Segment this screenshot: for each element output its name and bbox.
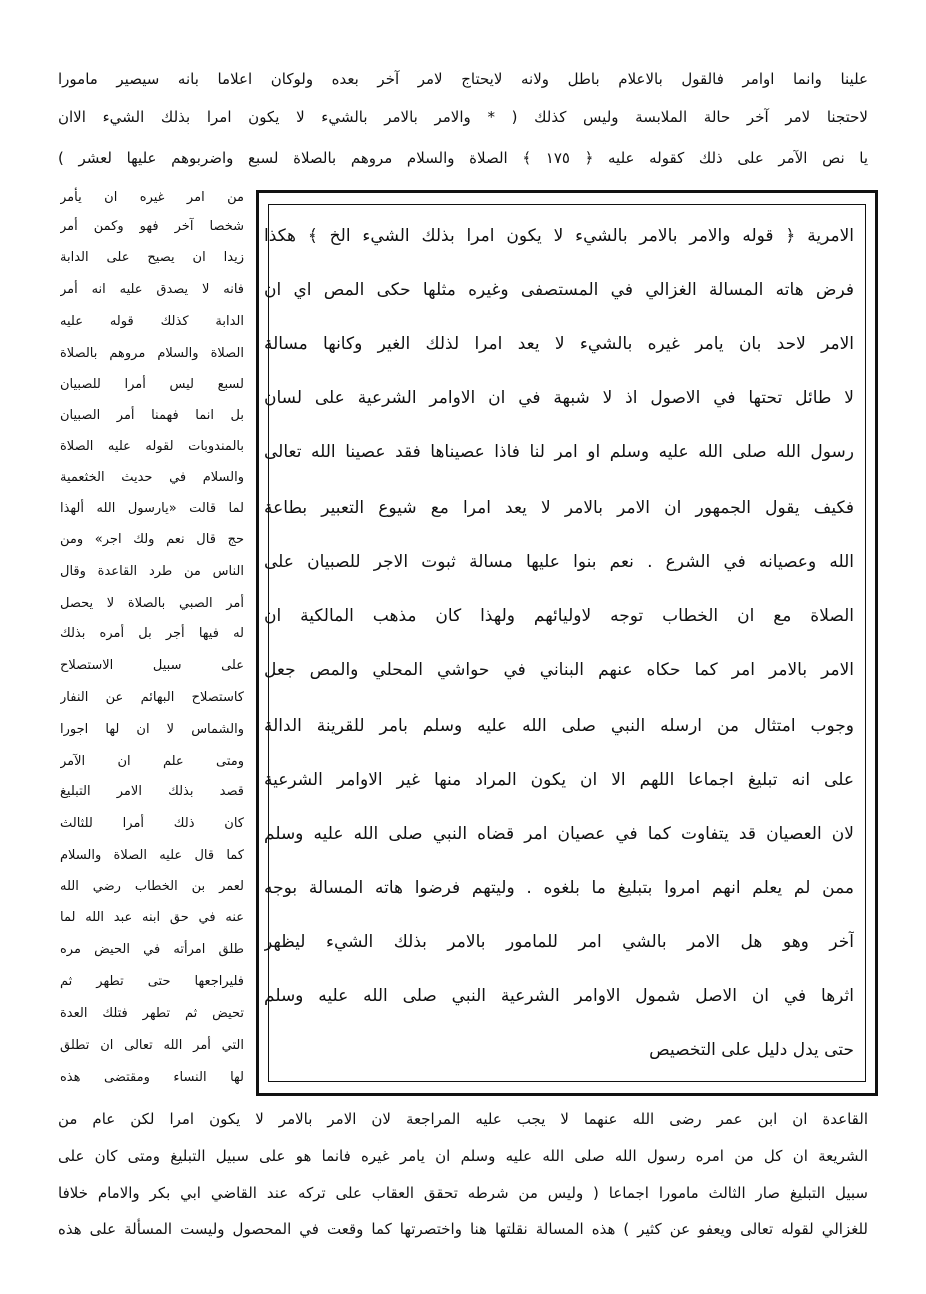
text-line: لعمر بن الخطاب رضي الله xyxy=(60,879,244,894)
text-line: للغزالي لقوله تعالى ويعفو عن كثير ) هذه المسالة نقلتها هنا واختصرتها كما وقعت في المحصول وليست المسألة على هذه xyxy=(58,1220,868,1238)
text-line: الناس من طرد القاعدة وقال xyxy=(60,564,244,579)
text-line: فرض هاته المسالة الغزالي في المستصفى وغيره مثلها حكى المص اي ان xyxy=(264,280,854,300)
text-line: فانه لا يصدق عليه انه أمر xyxy=(60,282,244,297)
text-line: على انه تبليغ اجماعا اللهم الا ان يكون المراد منها غير الاوامر الشرعية xyxy=(264,770,854,790)
text-line: الامرية ﴿ قوله والامر بالامر بالشيء لا يكون امرا بذلك الشيء الخ ﴾ هكذا xyxy=(264,226,854,246)
text-line: الشريعة ان كل من امره رسول الله صلى الله عليه وسلم ان يامر غيره فانما هو على سبيل التبليغ ومتى كان على xyxy=(58,1147,868,1165)
text-line: الدابة كذلك قوله عليه xyxy=(60,314,244,329)
text-line: سبيل التبليغ صار الثالث مامورا اجماعا ( وليس من شرطه تحقق العقاب على تركه عند القاضي ابي بكر والامام خلافا xyxy=(58,1184,868,1202)
text-line: كان ذلك أمرا للثالث xyxy=(60,816,244,831)
text-line: له فيها أجر بل أمره بذلك xyxy=(60,626,244,641)
text-line: عنه في حق ابنه عبد الله لما xyxy=(60,910,244,925)
text-line: علينا وانما اوامر فالقول بالاعلام باطل ولانه لايحتاج لامر آخر بعده ولوكان اعلاما بانه سيصير مامورا xyxy=(58,70,868,88)
text-line: يا نص الآمر على ذلك كقوله عليه ﴿ ١٧٥ ﴾ الصلاة والسلام مروهم بالصلاة لسبع واضربوهم عليها لعشر ) xyxy=(58,149,868,167)
text-line: القاعدة ان ابن عمر رضى الله عنهما لا يجب عليه المراجعة لان الامر بالامر لا يكون امرا لكن عام من xyxy=(58,1110,868,1128)
text-line: ومتى علم ان الآمر xyxy=(60,754,244,769)
text-line: الصلاة مع ان الخطاب توجه لاوليائهم ولهذا كان مذهب المالكية ان xyxy=(264,606,854,626)
text-line: زيدا ان يصيح على الدابة xyxy=(60,250,244,265)
text-line: شخصا آخر فهو وكمن أمر xyxy=(60,219,244,234)
text-line: حج قال نعم ولك اجر» ومن xyxy=(60,532,244,547)
text-line: لسبع ليس أمرا للصبيان xyxy=(60,377,244,392)
text-line: والسلام في حديث الخثعمية xyxy=(60,470,244,485)
text-line: على سبيل الاستصلاح xyxy=(60,658,244,673)
text-line: رسول الله صلى الله عليه وسلم او امر لنا فاذا عصيناها فقد عصينا الله تعالى xyxy=(264,442,854,462)
text-line: تحيض ثم تطهر فتلك العدة xyxy=(60,1006,244,1021)
text-line: آخر وهو هل الامر بالشي امر للمامور بالامر بذلك الشيء ليظهر xyxy=(264,932,854,952)
text-line: فليراجعها حتى تطهر ثم xyxy=(60,974,244,989)
text-line: بل انما فهمنا أمر الصبيان xyxy=(60,408,244,423)
text-line: الله وعصيانه في الشرع . نعم بنوا عليها مسالة ثبوت الاجر للصبيان على xyxy=(264,552,854,572)
text-line: لا طائل تحتها في الاصول اذ لا شبهة في ان الاوامر الشرعية على لسان xyxy=(264,388,854,408)
text-line: اثرها في ان الاصل شمول الاوامر الشرعية النبي صلى الله عليه وسلم xyxy=(264,986,854,1006)
text-line: وجوب امتثال من ارسله النبي صلى الله عليه وسلم بامر للقرينة الدالة xyxy=(264,716,854,736)
text-line: من امر غيره ان يأمر xyxy=(60,190,244,205)
text-line: حتى يدل دليل على التخصيص xyxy=(649,1040,854,1060)
text-line: كما قال عليه الصلاة والسلام xyxy=(60,848,244,863)
text-line: لاحتجنا لامر آخر حالة الملابسة وليس كذلك ( * والامر بالامر بالشيء لا يكون امرا بذلك الشيء الاان xyxy=(58,108,868,126)
text-line: الامر بالامر امر كما حكاه عنهم البناني في حواشي المحلي والمص جعل xyxy=(264,660,854,680)
text-line: قصد بذلك الامر التبليغ xyxy=(60,784,244,799)
text-line: والشماس لا ان لها اجورا xyxy=(60,722,244,737)
text-line: لها النساء ومقتضى هذه xyxy=(60,1070,244,1085)
text-line: كاستصلاح البهائم عن النفار xyxy=(60,690,244,705)
text-line: لما قالت «يارسول الله ألهذا xyxy=(60,501,244,516)
text-line: الصلاة والسلام مروهم بالصلاة xyxy=(60,346,244,361)
text-line: أمر الصبي بالصلاة لا يحصل xyxy=(60,596,244,611)
text-line: لان العصيان قد يتفاوت كما في عصيان امر قضاه النبي صلى الله عليه وسلم xyxy=(264,824,854,844)
text-line: التي أمر الله تعالى ان تطلق xyxy=(60,1038,244,1053)
text-line: الامر لاحد بان يامر غيره بالشيء لا يعد امرا لذلك الغير وكانها مسالة xyxy=(264,334,854,354)
text-line: فكيف يقول الجمهور ان الامر بالامر لا يعد امرا مع شيوع التعبير بطاعة xyxy=(264,498,854,518)
text-line: ممن لم يعلم انهم امروا بتبليغ ما بلغوه . وليتهم فرضوا هاته المسالة بوجه xyxy=(264,878,854,898)
text-line: طلق امرأته في الحيض مره xyxy=(60,942,244,957)
text-line: بالمندوبات لقوله عليه الصلاة xyxy=(60,439,244,454)
